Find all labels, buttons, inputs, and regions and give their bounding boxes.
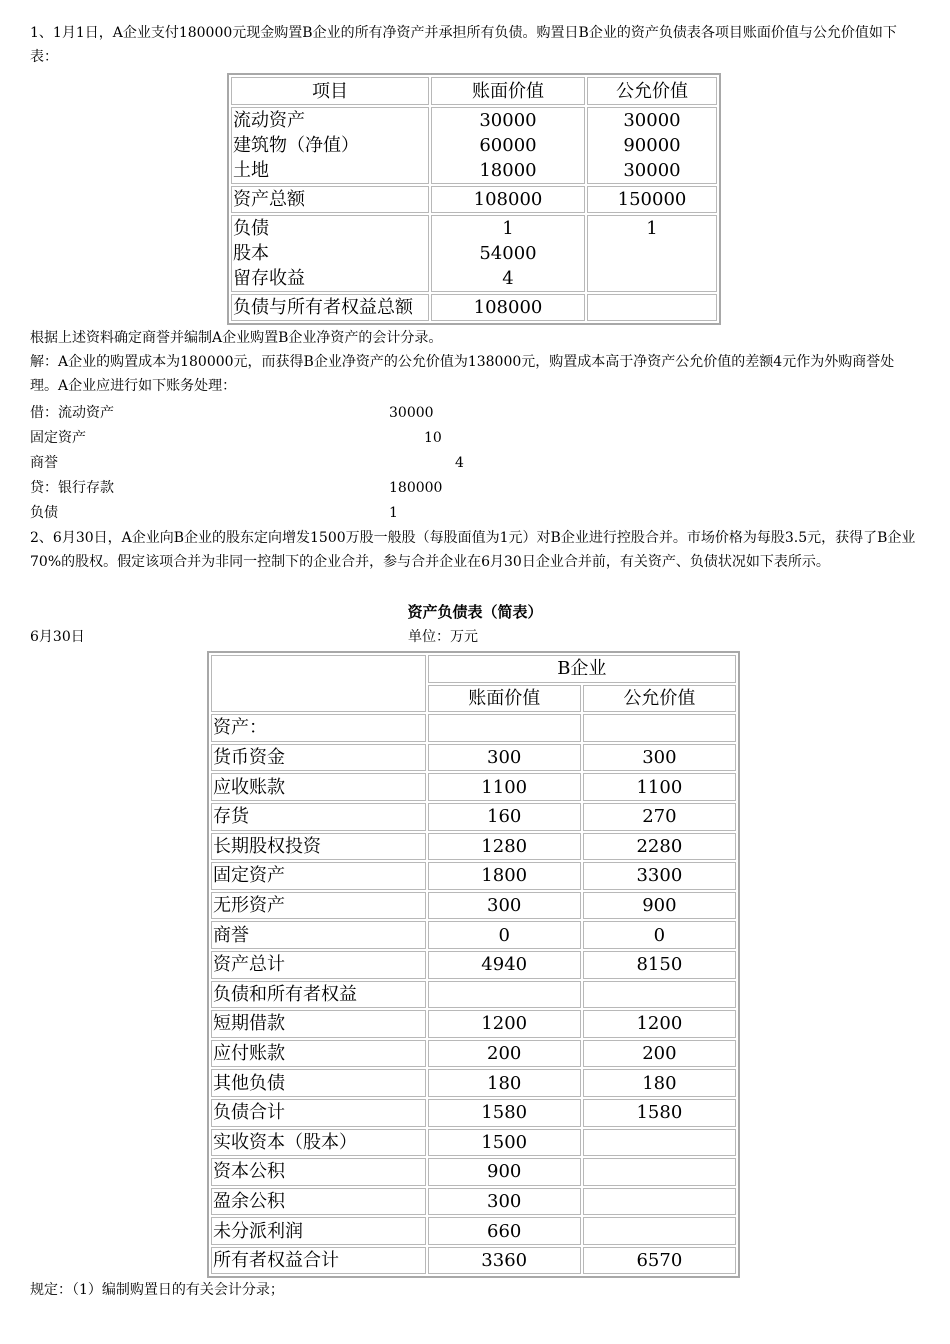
row-fair-value: 1200 (583, 1010, 736, 1038)
row-book-value (428, 714, 581, 742)
entry-amount: 4 (455, 455, 464, 471)
q1-liabilities-row (231, 215, 717, 292)
table-row (211, 833, 736, 861)
table-row (211, 921, 736, 949)
q2-date: 6月30日 (30, 629, 85, 645)
q1-liab-fair (587, 215, 717, 292)
q1-assets-total-fair: 150000 (587, 186, 717, 213)
row-fair-value (583, 714, 736, 742)
row-label: 未分派利润 (211, 1217, 426, 1245)
q1-book-value: 30000 (479, 110, 537, 131)
row-book-value (428, 981, 581, 1009)
table-row (211, 803, 736, 831)
table-row (211, 1099, 736, 1127)
q1-assets-total-label: 资产总额 (231, 186, 429, 213)
q1-book-value: 54000 (479, 243, 537, 264)
row-fair-value: 300 (583, 744, 736, 772)
entry-label: 贷：银行存款 (30, 480, 114, 496)
q2-table-title: 资产负债表（简表） (407, 603, 543, 621)
row-book-value: 1500 (428, 1129, 581, 1157)
q1-assets-total-book: 108000 (431, 186, 585, 213)
q2-unit: 单位：万元 (408, 629, 478, 645)
q1-header-fair: 公允价值 (587, 77, 717, 105)
row-label: 存货 (211, 803, 426, 831)
row-label: 所有者权益合计 (211, 1247, 426, 1275)
q1-liab-equity-total-label: 负债与所有者权益总额 (231, 294, 429, 321)
row-book-value: 1580 (428, 1099, 581, 1127)
table-row (211, 951, 736, 979)
q2-requirement: 规定：（1）编制购置日的有关会计分录； (30, 1282, 284, 1298)
table-row (211, 773, 736, 801)
row-label: 资产： (211, 714, 426, 742)
row-fair-value: 270 (583, 803, 736, 831)
table-row (211, 892, 736, 920)
q1-item-retained-earnings: 留存收益 (233, 268, 305, 289)
row-fair-value (583, 981, 736, 1009)
row-fair-value (583, 1188, 736, 1216)
q1-book-value: 1 (502, 218, 514, 239)
entry-amount: 1 (389, 505, 398, 521)
table-row (211, 1129, 736, 1157)
row-book-value: 4940 (428, 951, 581, 979)
q1-item-liabilities: 负债 (233, 218, 269, 239)
table-row (211, 1010, 736, 1038)
q1-assets-row (231, 107, 717, 184)
q1-book-value: 4 (502, 268, 514, 289)
q1-liab-equity-total-row (231, 294, 717, 321)
row-book-value: 900 (428, 1158, 581, 1186)
q2-header-fair: 公允价值 (583, 685, 736, 713)
row-book-value: 660 (428, 1217, 581, 1245)
q1-header-item: 项目 (231, 77, 429, 105)
q2-balance-table (207, 651, 740, 1278)
q1-header-book: 账面价值 (431, 77, 585, 105)
row-fair-value: 3300 (583, 862, 736, 890)
row-label: 长期股权投资 (211, 833, 426, 861)
row-book-value: 1200 (428, 1010, 581, 1038)
entry-label: 负债 (30, 505, 58, 521)
entry-amount: 180000 (389, 480, 443, 496)
row-label: 盈余公积 (211, 1188, 426, 1216)
row-label: 商誉 (211, 921, 426, 949)
q1-assets-total-row (231, 186, 717, 213)
q1-fair-value: 1 (646, 218, 658, 239)
row-fair-value: 1100 (583, 773, 736, 801)
q1-assets-items (231, 107, 429, 184)
row-fair-value: 2280 (583, 833, 736, 861)
row-book-value: 180 (428, 1069, 581, 1097)
q1-intro: 1、1月1日，A企业支付180000元现金购置B企业的所有净资产并承担所有负债。购置日B企业的资产负债表各项目账面价值与公允价值如下表： (30, 25, 897, 65)
q1-solution: 解：A企业的购置成本为180000元，而获得B企业净资产的公允价值为138000元，购置成本高于净资产公允价值的差额4元作为外购商誉处理。A企业应进行如下账务处理： (30, 354, 895, 394)
entry-amount: 10 (424, 430, 442, 446)
row-book-value: 1100 (428, 773, 581, 801)
row-fair-value: 180 (583, 1069, 736, 1097)
entry-label: 借：流动资产 (30, 405, 114, 421)
table-row (211, 1188, 736, 1216)
row-book-value: 300 (428, 892, 581, 920)
q1-item-current-assets: 流动资产 (233, 110, 305, 131)
q1-table-header-row (231, 77, 717, 105)
table-row (211, 862, 736, 890)
row-fair-value (583, 1158, 736, 1186)
table-row (211, 744, 736, 772)
row-fair-value: 900 (583, 892, 736, 920)
row-label: 资产总计 (211, 951, 426, 979)
q1-liab-equity-total-book: 108000 (431, 294, 585, 321)
q1-item-share-capital: 股本 (233, 243, 269, 264)
row-fair-value (583, 1217, 736, 1245)
entry-label: 固定资产 (30, 430, 86, 446)
row-label: 实收资本（股本） (211, 1129, 426, 1157)
row-book-value: 160 (428, 803, 581, 831)
q1-fair-value: 30000 (623, 110, 681, 131)
row-fair-value: 6570 (583, 1247, 736, 1275)
row-fair-value: 1580 (583, 1099, 736, 1127)
q2-intro: 2、6月30日，A企业向B企业的股东定向增发1500万股一般股（每股面值为1元）对B企业进行控股合并。市场价格为每股3.5元，获得了B企业70%的股权。假定该项合并为非同一控制下的企业合并，参与合并企业在6月30日企业合并前，有关资产、负债状况如下表所示。 (30, 530, 916, 570)
q1-task: 根据上述资料确定商誉并编制A企业购置B企业净资产的会计分录。 (30, 330, 443, 346)
q1-book-value: 18000 (479, 160, 537, 181)
q2-header-company: B企业 (428, 655, 736, 683)
table-row (211, 981, 736, 1009)
table-row (211, 1069, 736, 1097)
q1-item-land: 土地 (233, 160, 269, 181)
row-label: 固定资产 (211, 862, 426, 890)
row-fair-value: 200 (583, 1040, 736, 1068)
row-book-value: 200 (428, 1040, 581, 1068)
row-label: 短期借款 (211, 1010, 426, 1038)
row-label: 无形资产 (211, 892, 426, 920)
row-label: 货币资金 (211, 744, 426, 772)
table-row (211, 1158, 736, 1186)
q1-liab-book (431, 215, 585, 292)
q2-table-body (211, 714, 736, 1274)
q1-fair-value (589, 266, 715, 291)
q2-header-book: 账面价值 (428, 685, 581, 713)
q1-liab-items (231, 215, 429, 292)
row-fair-value (583, 1129, 736, 1157)
table-row (211, 1247, 736, 1275)
table-row (211, 1217, 736, 1245)
q1-assets-fair (587, 107, 717, 184)
q2-header-row-1 (211, 655, 736, 683)
row-label: 应付账款 (211, 1040, 426, 1068)
q1-liab-equity-total-fair (587, 294, 717, 321)
q1-fair-value: 90000 (623, 135, 681, 156)
row-book-value: 1800 (428, 862, 581, 890)
row-book-value: 300 (428, 744, 581, 772)
row-fair-value: 0 (583, 921, 736, 949)
q2-header-blank (211, 655, 426, 712)
row-label: 其他负债 (211, 1069, 426, 1097)
q1-item-buildings: 建筑物（净值） (233, 135, 359, 156)
row-label: 负债和所有者权益 (211, 981, 426, 1009)
q1-fair-value (589, 241, 715, 266)
row-book-value: 300 (428, 1188, 581, 1216)
entry-label: 商誉 (30, 455, 58, 471)
row-book-value: 1280 (428, 833, 581, 861)
row-label: 负债合计 (211, 1099, 426, 1127)
entry-amount: 30000 (389, 405, 434, 421)
table-row (211, 714, 736, 742)
table-row (211, 1040, 736, 1068)
q1-fair-value: 30000 (623, 160, 681, 181)
row-book-value: 0 (428, 921, 581, 949)
q1-assets-book (431, 107, 585, 184)
q1-book-value: 60000 (479, 135, 537, 156)
row-label: 应收账款 (211, 773, 426, 801)
row-fair-value: 8150 (583, 951, 736, 979)
row-label: 资本公积 (211, 1158, 426, 1186)
row-book-value: 3360 (428, 1247, 581, 1275)
q1-balance-table (227, 73, 721, 325)
